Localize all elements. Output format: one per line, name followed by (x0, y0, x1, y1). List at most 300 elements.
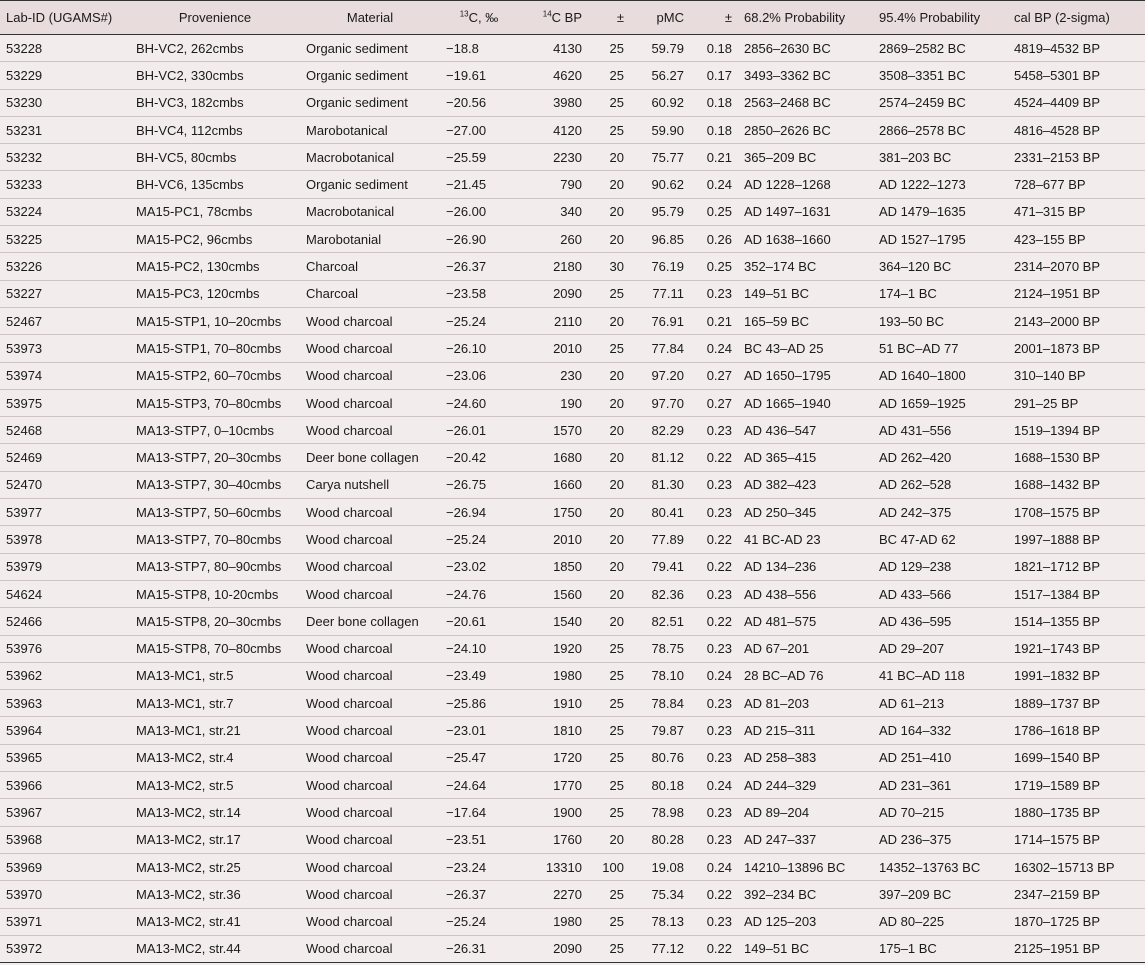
cell-cal-bp: 1880–1735 BP (1014, 804, 1101, 820)
cell-provenience: MA13-MC2, str.41 (136, 914, 241, 930)
table-row (0, 389, 1145, 416)
cell-lab-id: 53976 (6, 641, 43, 657)
header-c14-error: ± (588, 1, 630, 35)
cell-material: Wood charcoal (306, 641, 393, 657)
cell-prob-68: BC 43–AD 25 (744, 340, 824, 356)
cell-pmc: 80.28 (651, 832, 684, 848)
cell-pmc: 60.92 (651, 95, 684, 111)
cell-pmc: 96.85 (651, 231, 684, 247)
cell-c14-error: 25 (609, 941, 624, 957)
cell-provenience: MA15-STP8, 20–30cmbs (136, 613, 282, 629)
cell-prob-68: AD 1497–1631 (744, 204, 831, 220)
cell-prob-68: AD 67–201 (744, 641, 810, 657)
cell-c14-error: 25 (609, 641, 624, 657)
cell-pmc: 19.08 (651, 859, 684, 875)
cell-c14-bp: 1680 (553, 450, 582, 466)
cell-prob-95: AD 80–225 (879, 914, 945, 930)
cell-c14-bp: 2090 (553, 286, 582, 302)
cell-delta13c: −21.45 (446, 177, 487, 193)
cell-delta13c: −23.06 (446, 368, 487, 384)
cell-prob-95: AD 1527–1795 (879, 231, 966, 247)
cell-pmc-error: 0.23 (706, 504, 732, 520)
cell-c14-bp: 1980 (553, 668, 582, 684)
cell-material: Organic sediment (306, 67, 408, 83)
cell-prob-68: 392–234 BC (744, 886, 817, 902)
cell-prob-68: 14210–13896 BC (744, 859, 846, 875)
cell-provenience: MA15-PC3, 120cmbs (136, 286, 260, 302)
cell-cal-bp: 4524–4409 BP (1014, 95, 1101, 111)
cell-pmc: 77.12 (651, 941, 684, 957)
cell-prob-68: AD 365–415 (744, 450, 817, 466)
cell-prob-95: AD 61–213 (879, 695, 945, 711)
cell-prob-68: 165–59 BC (744, 313, 810, 329)
cell-pmc-error: 0.27 (706, 395, 732, 411)
cell-pmc-error: 0.24 (706, 777, 732, 793)
cell-lab-id: 52468 (6, 422, 43, 438)
cell-provenience: MA13-MC2, str.4 (136, 750, 234, 766)
cell-prob-95: AD 70–215 (879, 804, 945, 820)
header-delta13c (440, 1, 518, 35)
cell-pmc: 82.29 (651, 422, 684, 438)
cell-provenience: MA13-MC2, str.17 (136, 832, 241, 848)
cell-material: Marobotanial (306, 231, 382, 247)
cell-pmc: 80.18 (651, 777, 684, 793)
cell-provenience: BH-VC2, 330cmbs (136, 67, 244, 83)
cell-delta13c: −25.86 (446, 695, 487, 711)
table-row (0, 62, 1145, 89)
cell-prob-95: 174–1 BC (879, 286, 937, 302)
cell-c14-bp: 13310 (545, 859, 582, 875)
cell-material: Wood charcoal (306, 832, 393, 848)
cell-c14-error: 20 (609, 531, 624, 547)
table-row (0, 662, 1145, 689)
cell-prob-68: 41 BC-AD 23 (744, 531, 821, 547)
cell-material: Wood charcoal (306, 750, 393, 766)
cell-prob-68: 352–174 BC (744, 259, 817, 275)
cell-cal-bp: 1889–1737 BP (1014, 695, 1101, 711)
cell-c14-bp: 2110 (554, 313, 582, 329)
cell-delta13c: −24.76 (446, 586, 487, 602)
cell-delta13c: −25.47 (446, 750, 487, 766)
cell-c14-error: 20 (609, 504, 624, 520)
table-row (0, 307, 1145, 334)
cell-pmc-error: 0.23 (706, 477, 732, 493)
cell-prob-95: AD 262–420 (879, 450, 952, 466)
cell-pmc-error: 0.23 (706, 422, 732, 438)
cell-delta13c: −25.24 (446, 914, 487, 930)
cell-material: Wood charcoal (306, 723, 393, 739)
cell-lab-id: 53969 (6, 859, 43, 875)
cell-material: Organic sediment (306, 95, 408, 111)
cell-provenience: MA13-MC2, str.5 (136, 777, 234, 793)
cell-provenience: MA15-STP3, 70–80cmbs (136, 395, 282, 411)
cell-prob-68: 2563–2468 BC (744, 95, 831, 111)
cell-delta13c: −20.42 (446, 450, 487, 466)
cell-pmc-error: 0.17 (706, 67, 732, 83)
cell-prob-68: AD 436–547 (744, 422, 817, 438)
table-row (0, 799, 1145, 826)
cell-c14-bp: 2270 (553, 886, 582, 902)
cell-prob-68: AD 481–575 (744, 613, 817, 629)
cell-prob-95: AD 1640–1800 (879, 368, 966, 384)
cell-pmc-error: 0.22 (706, 531, 732, 547)
cell-cal-bp: 1699–1540 BP (1014, 750, 1101, 766)
cell-prob-68: 3493–3362 BC (744, 67, 831, 83)
cell-c14-error: 25 (609, 914, 624, 930)
cell-prob-95: 3508–3351 BC (879, 67, 966, 83)
cell-c14-bp: 260 (560, 231, 582, 247)
cell-cal-bp: 423–155 BP (1014, 231, 1086, 247)
cell-c14-bp: 1920 (553, 641, 582, 657)
cell-cal-bp: 2124–1951 BP (1014, 286, 1101, 302)
cell-cal-bp: 1688–1530 BP (1014, 450, 1101, 466)
cell-material: Wood charcoal (306, 804, 393, 820)
cell-cal-bp: 2001–1873 BP (1014, 340, 1101, 356)
cell-pmc: 79.87 (651, 723, 684, 739)
cell-pmc-error: 0.23 (706, 695, 732, 711)
cell-prob-68: 2856–2630 BC (744, 40, 831, 56)
table-row (0, 717, 1145, 744)
cell-c14-error: 20 (609, 586, 624, 602)
cell-c14-error: 25 (609, 668, 624, 684)
cell-delta13c: −26.94 (446, 504, 487, 520)
cell-lab-id: 53227 (6, 286, 43, 302)
cell-pmc-error: 0.24 (706, 340, 732, 356)
cell-pmc-error: 0.27 (706, 368, 732, 384)
cell-lab-id: 53966 (6, 777, 43, 793)
cell-material: Macrobotanical (306, 149, 395, 165)
cell-cal-bp: 1719–1589 BP (1014, 777, 1101, 793)
cell-material: Wood charcoal (306, 859, 393, 875)
table-row (0, 635, 1145, 662)
cell-prob-95: AD 433–566 (879, 586, 952, 602)
cell-cal-bp: 2347–2159 BP (1014, 886, 1101, 902)
cell-provenience: MA15-STP8, 70–80cmbs (136, 641, 282, 657)
cell-c14-error: 20 (609, 450, 624, 466)
table-row (0, 116, 1145, 143)
cell-prob-95: 2866–2578 BC (879, 122, 966, 138)
cell-material: Wood charcoal (306, 914, 393, 930)
cell-cal-bp: 5458–5301 BP (1014, 67, 1101, 83)
cell-delta13c: −26.31 (446, 941, 487, 957)
cell-cal-bp: 1517–1384 BP (1014, 586, 1101, 602)
cell-provenience: BH-VC6, 135cmbs (136, 177, 244, 193)
cell-pmc-error: 0.24 (706, 177, 732, 193)
table-row (0, 417, 1145, 444)
cell-material: Wood charcoal (306, 586, 393, 602)
cell-prob-68: AD 215–311 (744, 723, 816, 739)
cell-lab-id: 53977 (6, 504, 43, 520)
cell-pmc-error: 0.24 (706, 859, 732, 875)
cell-c14-bp: 1660 (553, 477, 582, 493)
cell-prob-95: 2574–2459 BC (879, 95, 966, 111)
cell-pmc: 79.41 (651, 559, 684, 575)
cell-c14-error: 20 (609, 313, 624, 329)
cell-delta13c: −27.00 (446, 122, 487, 138)
table-row (0, 171, 1145, 198)
cell-material: Wood charcoal (306, 559, 393, 575)
cell-c14-error: 25 (609, 286, 624, 302)
header-95-probability: 95.4% Probability (873, 1, 1008, 35)
table-row (0, 690, 1145, 717)
cell-prob-68: AD 134–236 (744, 559, 817, 575)
cell-pmc-error: 0.22 (706, 613, 732, 629)
cell-provenience: MA15-STP8, 10-20cmbs (136, 586, 279, 602)
cell-provenience: MA15-PC1, 78cmbs (136, 204, 253, 220)
cell-prob-68: AD 1638–1660 (744, 231, 831, 247)
table-row (0, 935, 1145, 962)
cell-lab-id: 53965 (6, 750, 43, 766)
cell-c14-bp: 2010 (553, 531, 582, 547)
cell-pmc-error: 0.22 (706, 941, 732, 957)
cell-prob-68: AD 1650–1795 (744, 368, 831, 384)
cell-prob-68: AD 258–383 (744, 750, 817, 766)
cell-provenience: MA13-MC2, str.14 (136, 804, 241, 820)
cell-lab-id: 53228 (6, 40, 43, 56)
table-row (0, 226, 1145, 253)
cell-delta13c: −26.00 (446, 204, 487, 220)
cell-c14-bp: 1750 (553, 504, 582, 520)
cell-provenience: MA13-MC1, str.5 (136, 668, 234, 684)
cell-prob-95: AD 236–375 (879, 832, 952, 848)
cell-c14-error: 30 (609, 259, 624, 275)
cell-pmc-error: 0.18 (706, 95, 732, 111)
cell-pmc: 78.98 (651, 804, 684, 820)
cell-prob-95: BC 47-AD 62 (879, 531, 956, 547)
cell-c14-error: 25 (609, 723, 624, 739)
cell-prob-95: AD 1479–1635 (879, 204, 966, 220)
cell-cal-bp: 1997–1888 BP (1014, 531, 1101, 547)
cell-c14-error: 20 (609, 832, 624, 848)
table-row (0, 744, 1145, 771)
cell-lab-id: 53971 (6, 914, 43, 930)
cell-pmc: 78.84 (651, 695, 684, 711)
table-row (0, 471, 1145, 498)
cell-prob-95: 41 BC–AD 118 (879, 668, 965, 684)
cell-cal-bp: 1821–1712 BP (1014, 559, 1101, 575)
cell-prob-68: 149–51 BC (744, 941, 810, 957)
cell-material: Carya nutshell (306, 477, 390, 493)
cell-material: Deer bone collagen (306, 450, 419, 466)
cell-cal-bp: 2314–2070 BP (1014, 259, 1101, 275)
header-c14-superscript: 14 (542, 9, 552, 19)
header-68-probability: 68.2% Probability (738, 1, 873, 35)
cell-delta13c: −24.10 (446, 641, 487, 657)
cell-lab-id: 53230 (6, 95, 43, 111)
cell-prob-95: 193–50 BC (879, 313, 945, 329)
cell-delta13c: −26.90 (446, 231, 487, 247)
cell-pmc: 97.20 (651, 368, 684, 384)
cell-delta13c: −17.64 (446, 804, 487, 820)
cell-prob-95: 397–209 BC (879, 886, 952, 902)
cell-lab-id: 53224 (6, 204, 43, 220)
cell-pmc-error: 0.23 (706, 832, 732, 848)
cell-provenience: MA13-MC1, str.21 (136, 723, 241, 739)
cell-c14-error: 25 (609, 886, 624, 902)
cell-c14-bp: 1540 (553, 613, 582, 629)
cell-delta13c: −26.37 (446, 259, 487, 275)
cell-pmc-error: 0.23 (706, 804, 732, 820)
cell-prob-68: AD 1665–1940 (744, 395, 831, 411)
table-header (0, 1, 1145, 35)
cell-pmc: 80.76 (651, 750, 684, 766)
cell-c14-error: 25 (609, 777, 624, 793)
cell-material: Wood charcoal (306, 531, 393, 547)
cell-prob-95: 364–120 BC (879, 259, 952, 275)
cell-c14-error: 25 (609, 750, 624, 766)
table-row (0, 853, 1145, 880)
cell-prob-68: 28 BC–AD 76 (744, 668, 824, 684)
cell-material: Wood charcoal (306, 695, 393, 711)
cell-material: Wood charcoal (306, 313, 393, 329)
cell-lab-id: 53973 (6, 340, 43, 356)
cell-prob-95: 14352–13763 BC (879, 859, 981, 875)
cell-prob-95: 51 BC–AD 77 (879, 340, 959, 356)
cell-delta13c: −26.10 (446, 340, 487, 356)
cell-pmc-error: 0.22 (706, 559, 732, 575)
cell-prob-95: 2869–2582 BC (879, 40, 966, 56)
cell-pmc: 82.51 (651, 613, 684, 629)
cell-cal-bp: 1708–1575 BP (1014, 504, 1101, 520)
cell-provenience: MA13-MC2, str.36 (136, 886, 241, 902)
cell-provenience: MA13-STP7, 80–90cmbs (136, 559, 282, 575)
cell-prob-68: 365–209 BC (744, 149, 817, 165)
cell-c14-bp: 1720 (553, 750, 582, 766)
cell-lab-id: 53975 (6, 395, 43, 411)
cell-c14-error: 100 (602, 859, 624, 875)
cell-pmc-error: 0.21 (706, 149, 732, 165)
cell-pmc-error: 0.23 (706, 286, 732, 302)
cell-c14-bp: 4620 (553, 67, 582, 83)
cell-material: Wood charcoal (306, 668, 393, 684)
header-pmc-error: ± (690, 1, 738, 35)
cell-material: Organic sediment (306, 40, 408, 56)
cell-pmc: 59.90 (651, 122, 684, 138)
cell-pmc-error: 0.25 (706, 204, 732, 220)
table-row (0, 772, 1145, 799)
header-cal-bp: cal BP (2-sigma) (1008, 1, 1145, 35)
cell-cal-bp: 728–677 BP (1014, 177, 1086, 193)
cell-pmc-error: 0.22 (706, 886, 732, 902)
cell-pmc: 90.62 (651, 177, 684, 193)
header-delta13c-label: C, ‰ (468, 10, 499, 25)
header-c14-label: C BP (551, 10, 582, 25)
cell-c14-bp: 2180 (553, 259, 582, 275)
cell-pmc: 59.79 (651, 40, 684, 56)
cell-pmc: 81.30 (651, 477, 684, 493)
table-row (0, 526, 1145, 553)
cell-c14-bp: 340 (560, 204, 582, 220)
cell-delta13c: −18.8 (446, 40, 479, 56)
cell-material: Macrobotanical (306, 204, 395, 220)
cell-pmc-error: 0.25 (706, 259, 732, 275)
cell-provenience: MA13-STP7, 30–40cmbs (136, 477, 282, 493)
table-row (0, 444, 1145, 471)
cell-material: Wood charcoal (306, 886, 393, 902)
cell-c14-bp: 1900 (553, 804, 582, 820)
cell-pmc-error: 0.24 (706, 668, 732, 684)
cell-prob-68: AD 81–203 (744, 695, 810, 711)
cell-c14-error: 20 (609, 231, 624, 247)
cell-lab-id: 53968 (6, 832, 43, 848)
cell-prob-68: AD 1228–1268 (744, 177, 831, 193)
cell-delta13c: −23.58 (446, 286, 487, 302)
cell-provenience: MA13-STP7, 50–60cmbs (136, 504, 282, 520)
cell-pmc-error: 0.23 (706, 914, 732, 930)
cell-delta13c: −24.60 (446, 395, 487, 411)
cell-material: Wood charcoal (306, 422, 393, 438)
cell-lab-id: 52467 (6, 313, 43, 329)
cell-provenience: MA13-MC2, str.44 (136, 941, 241, 957)
cell-c14-bp: 790 (560, 177, 582, 193)
cell-prob-68: AD 250–345 (744, 504, 817, 520)
cell-pmc-error: 0.23 (706, 641, 732, 657)
cell-lab-id: 53233 (6, 177, 43, 193)
cell-c14-bp: 4130 (553, 40, 582, 56)
table-row (0, 335, 1145, 362)
header-material: Material (300, 1, 440, 35)
cell-cal-bp: 471–315 BP (1014, 204, 1086, 220)
cell-c14-bp: 1570 (553, 422, 582, 438)
cell-pmc-error: 0.23 (706, 750, 732, 766)
cell-prob-68: AD 438–556 (744, 586, 817, 602)
cell-lab-id: 53970 (6, 886, 43, 902)
cell-c14-error: 25 (609, 40, 624, 56)
cell-c14-error: 25 (609, 95, 624, 111)
cell-delta13c: −26.01 (446, 422, 487, 438)
cell-delta13c: −26.75 (446, 477, 487, 493)
table-row (0, 362, 1145, 389)
cell-prob-95: AD 164–332 (879, 723, 952, 739)
cell-c14-bp: 1850 (553, 559, 582, 575)
cell-cal-bp: 16302–15713 BP (1014, 859, 1115, 875)
table-row (0, 881, 1145, 908)
cell-provenience: MA13-STP7, 20–30cmbs (136, 450, 282, 466)
cell-material: Wood charcoal (306, 340, 393, 356)
header-delta13c-superscript: 13 (459, 9, 469, 19)
cell-c14-error: 20 (609, 368, 624, 384)
cell-pmc-error: 0.26 (706, 231, 732, 247)
cell-lab-id: 52470 (6, 477, 43, 493)
cell-lab-id: 53978 (6, 531, 43, 547)
cell-pmc: 76.91 (651, 313, 684, 329)
cell-c14-bp: 2230 (553, 149, 582, 165)
cell-lab-id: 54624 (6, 586, 43, 602)
cell-delta13c: −24.64 (446, 777, 487, 793)
table-row (0, 553, 1145, 580)
cell-pmc: 77.11 (652, 286, 684, 302)
cell-c14-bp: 3980 (553, 95, 582, 111)
cell-cal-bp: 1921–1743 BP (1014, 641, 1101, 657)
cell-prob-95: AD 1659–1925 (879, 395, 966, 411)
header-provenience: Provenience (130, 1, 300, 35)
cell-provenience: MA13-STP7, 70–80cmbs (136, 531, 282, 547)
cell-prob-68: AD 247–337 (744, 832, 817, 848)
cell-c14-error: 20 (609, 204, 624, 220)
cell-c14-error: 20 (609, 149, 624, 165)
cell-cal-bp: 1870–1725 BP (1014, 914, 1101, 930)
cell-c14-error: 25 (609, 122, 624, 138)
cell-provenience: MA15-STP2, 60–70cmbs (136, 368, 282, 384)
cell-prob-95: AD 231–361 (879, 777, 952, 793)
cell-cal-bp: 1991–1832 BP (1014, 668, 1101, 684)
cell-c14-error: 25 (609, 67, 624, 83)
header-c14-bp (518, 1, 588, 35)
cell-c14-error: 20 (609, 559, 624, 575)
cell-cal-bp: 1519–1394 BP (1014, 422, 1101, 438)
cell-pmc: 56.27 (651, 67, 684, 83)
cell-pmc: 82.36 (651, 586, 684, 602)
